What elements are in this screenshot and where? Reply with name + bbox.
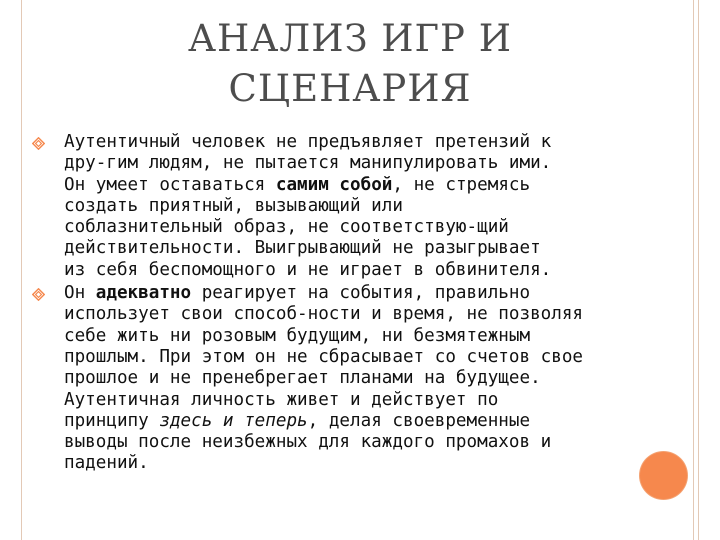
text-line: создать приятный, вызывающий или bbox=[64, 195, 403, 216]
text-line bbox=[64, 411, 646, 432]
orange-hollow-diamond-icon bbox=[32, 137, 45, 150]
text-run: реагирует на события, правильно bbox=[191, 283, 531, 304]
text-line: выводы после неизбежных для каждого промахов и bbox=[64, 432, 552, 453]
decorative-orange-circle bbox=[640, 452, 687, 499]
text-run: , делая своевременные bbox=[307, 410, 531, 431]
list-item bbox=[26, 283, 646, 475]
text-line: себе жить ни розовым будущим, ни безмятежным bbox=[64, 325, 531, 346]
text-line: прошлое и не пренебрегает планами на будущее. bbox=[64, 368, 541, 389]
text-run: , не стремясь bbox=[392, 174, 531, 195]
text-line: Аутентичный человек не предъявляет претензий к bbox=[64, 132, 552, 152]
text-line: Аутентичная личность живет и действует по bbox=[64, 389, 499, 410]
right-border-rule-inner bbox=[698, 0, 699, 540]
bold-phrase: адекватно bbox=[95, 283, 192, 304]
orange-hollow-diamond-icon bbox=[32, 288, 45, 301]
text-line: из себя беспомощного и не играет в обвинителя. bbox=[64, 259, 552, 280]
text-run: принципу bbox=[64, 410, 160, 431]
text-line: падений. bbox=[64, 453, 149, 474]
bullet-list bbox=[26, 132, 646, 475]
text-run: Он bbox=[64, 283, 96, 304]
italic-phrase: здесь и теперь bbox=[159, 410, 308, 431]
text-line: дру-гим людям, не пытается манипулировать ими. bbox=[64, 153, 552, 174]
text-line: действительности. Выигрывающий не разыгрывает bbox=[64, 238, 541, 259]
text-line: прошлым. При этом он не сбрасывает со счетов свое bbox=[64, 346, 584, 367]
title-line-1: АНАЛИЗ ИГР И bbox=[188, 17, 512, 60]
text-run: Он умеет оставаться bbox=[64, 174, 276, 195]
title-line-2: СЦЕНАРИЯ bbox=[228, 67, 472, 110]
right-border-rule bbox=[693, 0, 694, 540]
left-border-rule bbox=[21, 0, 22, 540]
list-item bbox=[26, 132, 646, 281]
text-line bbox=[64, 283, 646, 304]
text-line: использует свои способ-ности и время, не позволяя bbox=[64, 304, 584, 325]
slide-title bbox=[60, 14, 640, 114]
text-line bbox=[64, 175, 646, 196]
text-line: соблазнительный образ, не соответствую-щий bbox=[64, 217, 509, 238]
bold-phrase: самим собой bbox=[275, 174, 393, 195]
